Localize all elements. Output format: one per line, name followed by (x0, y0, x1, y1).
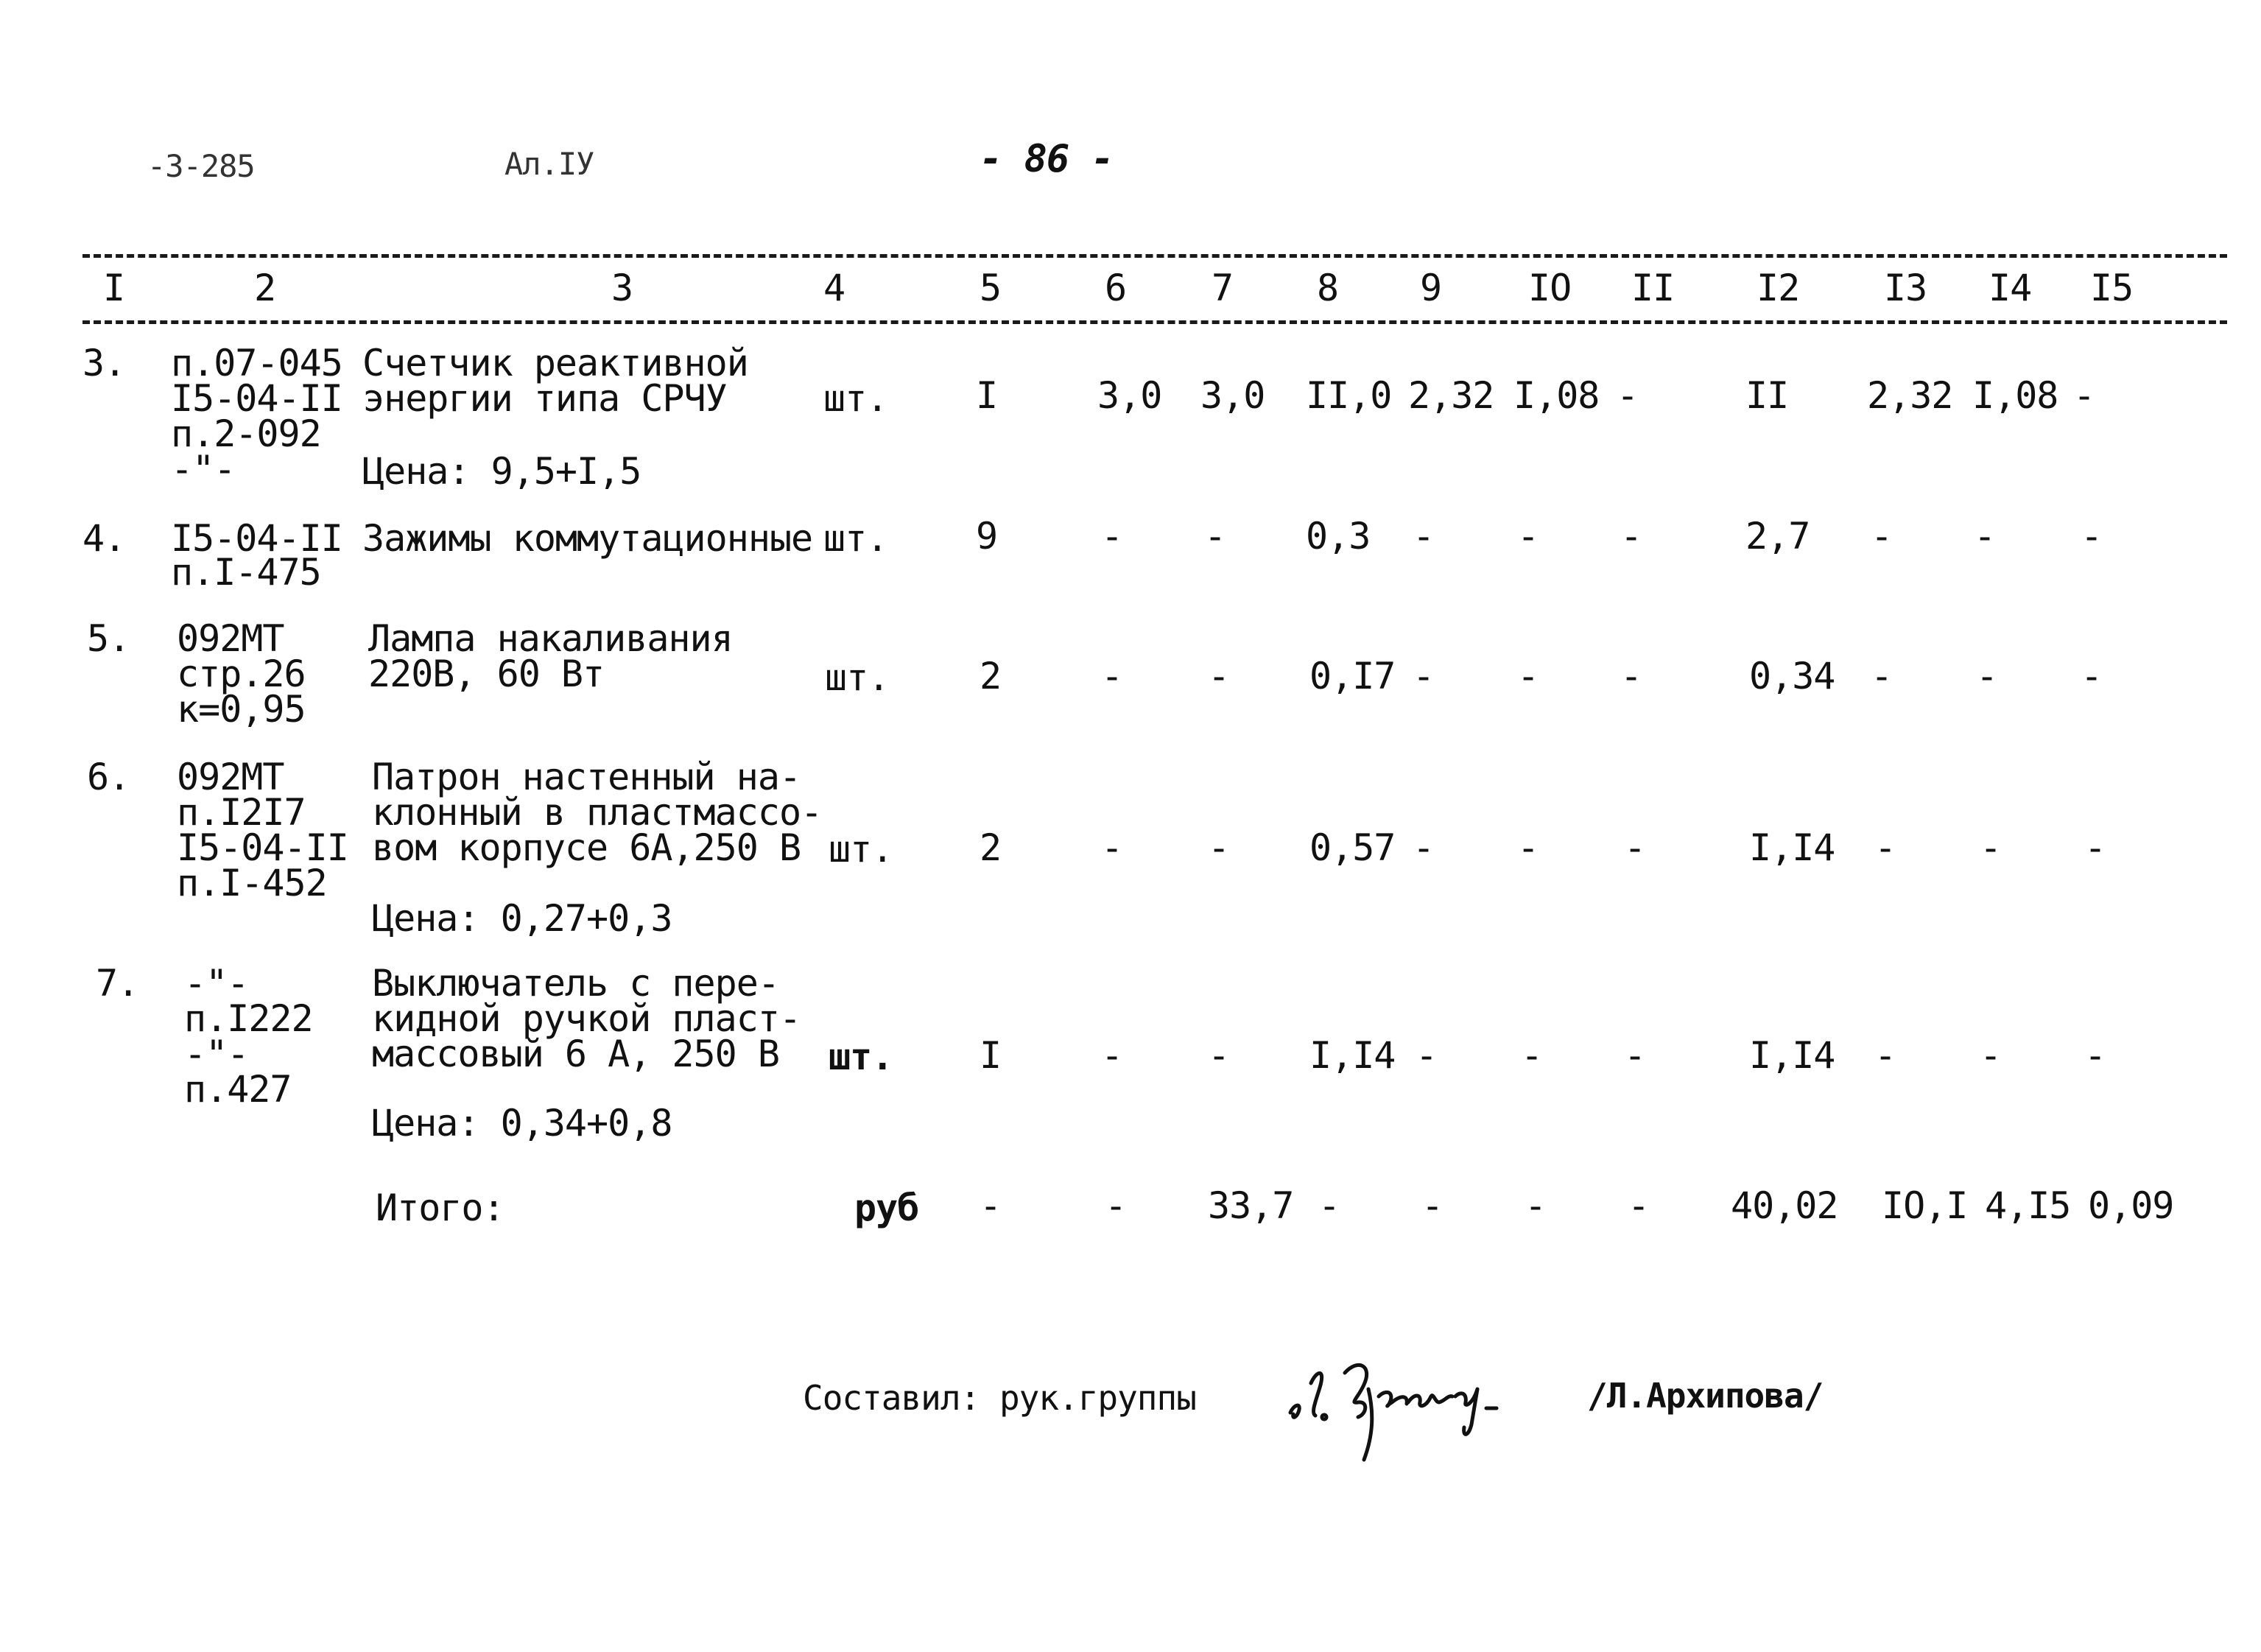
item-price: Цена: 0,34+0,8 (372, 1102, 672, 1145)
cell-5: I (976, 374, 998, 417)
item-name-line: Зажимы коммутационные (362, 517, 813, 560)
column-header: 9 (1420, 267, 1442, 309)
cell-14: - (1974, 515, 1996, 558)
cell-12: I,I4 (1749, 1034, 1835, 1077)
cell-5: 2 (980, 826, 1002, 869)
cell-12: 2,7 (1745, 515, 1810, 558)
cell-12: 0,34 (1749, 655, 1835, 697)
cell-7: - (1208, 1034, 1230, 1077)
reference-line: п.I222 (184, 997, 313, 1040)
cell-6: - (1101, 515, 1123, 558)
cell-15: - (2073, 374, 2095, 417)
cell-5: 9 (976, 515, 998, 558)
cell-10: - (1517, 655, 1539, 697)
reference-line: п.07-045 (171, 342, 342, 384)
cell-7: - (1204, 515, 1226, 558)
total-cell-6: - (1105, 1184, 1127, 1227)
reference-line: -"- (171, 448, 236, 491)
cell-13: - (1874, 826, 1896, 869)
item-name-line: вом корпусе 6А,250 В (372, 826, 801, 869)
cell-5: 2 (980, 655, 1002, 697)
cell-9: - (1413, 655, 1435, 697)
header-top-rule (82, 254, 2227, 258)
cell-9: - (1416, 1034, 1438, 1077)
cell-15: - (2081, 655, 2103, 697)
column-header: 3 (611, 267, 633, 309)
reference-line: п.I-452 (177, 862, 327, 904)
reference-line: стр.26 (177, 653, 306, 695)
total-cell-5: - (980, 1184, 1002, 1227)
cell-12: I,I4 (1749, 826, 1835, 869)
cell-6: 3,0 (1097, 374, 1162, 417)
item-name-line: Лампа накаливания (368, 617, 733, 660)
unit-cell: шт. (829, 1036, 893, 1078)
compiled-by-label: Составил: рук.группы (803, 1378, 1196, 1418)
cell-12: II (1745, 374, 1789, 417)
reference-line: 092МТ (177, 756, 284, 798)
item-name-line: Патрон настенный на- (372, 756, 801, 798)
column-header: 8 (1317, 267, 1339, 309)
cell-7: - (1208, 826, 1230, 869)
total-cell-15: 0,09 (2088, 1184, 2174, 1227)
column-header: I4 (1989, 267, 2032, 309)
cell-8: 0,I7 (1309, 655, 1396, 697)
cell-11: - (1620, 515, 1642, 558)
cell-11: - (1624, 826, 1646, 869)
cell-13: - (1874, 1034, 1896, 1077)
unit-cell: шт. (829, 828, 893, 871)
cell-15: - (2084, 826, 2106, 869)
column-header: I2 (1757, 267, 1800, 309)
cell-8: 0,57 (1309, 826, 1396, 869)
total-cell-9: - (1421, 1184, 1444, 1227)
column-header: IO (1528, 267, 1572, 309)
reference-line: к=0,95 (177, 688, 306, 731)
total-cell-11: - (1628, 1184, 1650, 1227)
cell-14: - (1976, 655, 1998, 697)
reference-line: I5-04-II (171, 377, 342, 420)
unit-cell: шт. (825, 656, 890, 699)
cell-9: - (1413, 515, 1435, 558)
total-unit: руб (854, 1187, 919, 1229)
total-cell-14: 4,I5 (1985, 1184, 2071, 1227)
column-header: I (103, 267, 125, 309)
cell-14: - (1980, 1034, 2002, 1077)
item-name-line: кидной ручкой пласт- (372, 997, 801, 1040)
cell-14: - (1980, 826, 2002, 869)
column-header: I3 (1884, 267, 1927, 309)
document-code: -3-285 (147, 148, 255, 184)
cell-8: II,0 (1306, 374, 1392, 417)
column-header: 4 (823, 267, 845, 309)
cell-10: - (1517, 515, 1539, 558)
cell-13: - (1871, 515, 1893, 558)
column-header: II (1631, 267, 1675, 309)
cell-10: - (1521, 1034, 1543, 1077)
reference-line: I5-04-II (177, 826, 348, 869)
cell-8: 0,3 (1306, 515, 1371, 558)
column-header: 6 (1105, 267, 1127, 309)
cell-5: I (980, 1034, 1002, 1077)
cell-11: - (1617, 374, 1639, 417)
row-number: 5. (87, 617, 130, 660)
cell-9: 2,32 (1408, 374, 1494, 417)
cell-9: - (1413, 826, 1435, 869)
cell-15: - (2084, 1034, 2106, 1077)
item-price: Цена: 0,27+0,3 (372, 897, 672, 940)
cell-6: - (1101, 1034, 1123, 1077)
total-cell-10: - (1525, 1184, 1547, 1227)
total-cell-13: IO,I (1882, 1184, 1968, 1227)
row-number: 7. (96, 962, 139, 1005)
cell-6: - (1101, 655, 1123, 697)
cell-11: - (1620, 655, 1642, 697)
item-name-line: 220В, 60 Вт (368, 653, 605, 695)
total-label: Итого: (376, 1187, 504, 1229)
compiler-name: /Л.Архипова/ (1587, 1376, 1824, 1416)
unit-cell: шт. (823, 377, 888, 420)
cell-10: I,08 (1513, 374, 1600, 417)
cell-7: - (1208, 655, 1230, 697)
item-name-line: массовый 6 А, 250 В (372, 1033, 779, 1075)
header-bottom-rule (82, 320, 2227, 324)
reference-line: п.427 (184, 1068, 292, 1111)
row-number: 3. (82, 342, 126, 384)
row-number: 4. (82, 517, 126, 560)
total-cell-7: 33,7 (1208, 1184, 1294, 1227)
cell-15: - (2081, 515, 2103, 558)
reference-line: 092МТ (177, 617, 284, 660)
cell-13: 2,32 (1867, 374, 1953, 417)
cell-13: - (1871, 655, 1893, 697)
reference-line: п.I-475 (171, 551, 321, 594)
item-name-line: Выключатель с пере- (372, 962, 779, 1005)
album-number: Ал.IУ (504, 146, 594, 182)
item-name-line: энергии типа СРЧУ (362, 377, 727, 420)
cell-8: I,I4 (1309, 1034, 1396, 1077)
item-name-line: Счетчик реактивной (362, 342, 748, 384)
reference-line: п.2-092 (171, 412, 321, 455)
total-cell-8: - (1318, 1184, 1340, 1227)
item-price: Цена: 9,5+I,5 (362, 450, 641, 493)
total-cell-12: 40,02 (1731, 1184, 1838, 1227)
column-header: 7 (1212, 267, 1234, 309)
cell-7: 3,0 (1200, 374, 1265, 417)
cell-6: - (1101, 826, 1123, 869)
reference-line: -"- (184, 962, 249, 1005)
column-header: 2 (254, 267, 276, 309)
column-header: 5 (980, 267, 1002, 309)
cell-11: - (1624, 1034, 1646, 1077)
reference-line: -"- (184, 1033, 249, 1075)
cell-14: I,08 (1972, 374, 2058, 417)
reference-line: I5-04-II (171, 517, 342, 560)
row-number: 6. (87, 756, 130, 798)
reference-line: п.I2I7 (177, 791, 306, 834)
unit-cell: шт. (823, 517, 888, 560)
page-number: - 86 - (980, 137, 1114, 181)
signature-image (1281, 1326, 1561, 1466)
column-header: I5 (2090, 267, 2134, 309)
item-name-line: клонный в пластмассо- (372, 791, 823, 834)
cell-10: - (1517, 826, 1539, 869)
